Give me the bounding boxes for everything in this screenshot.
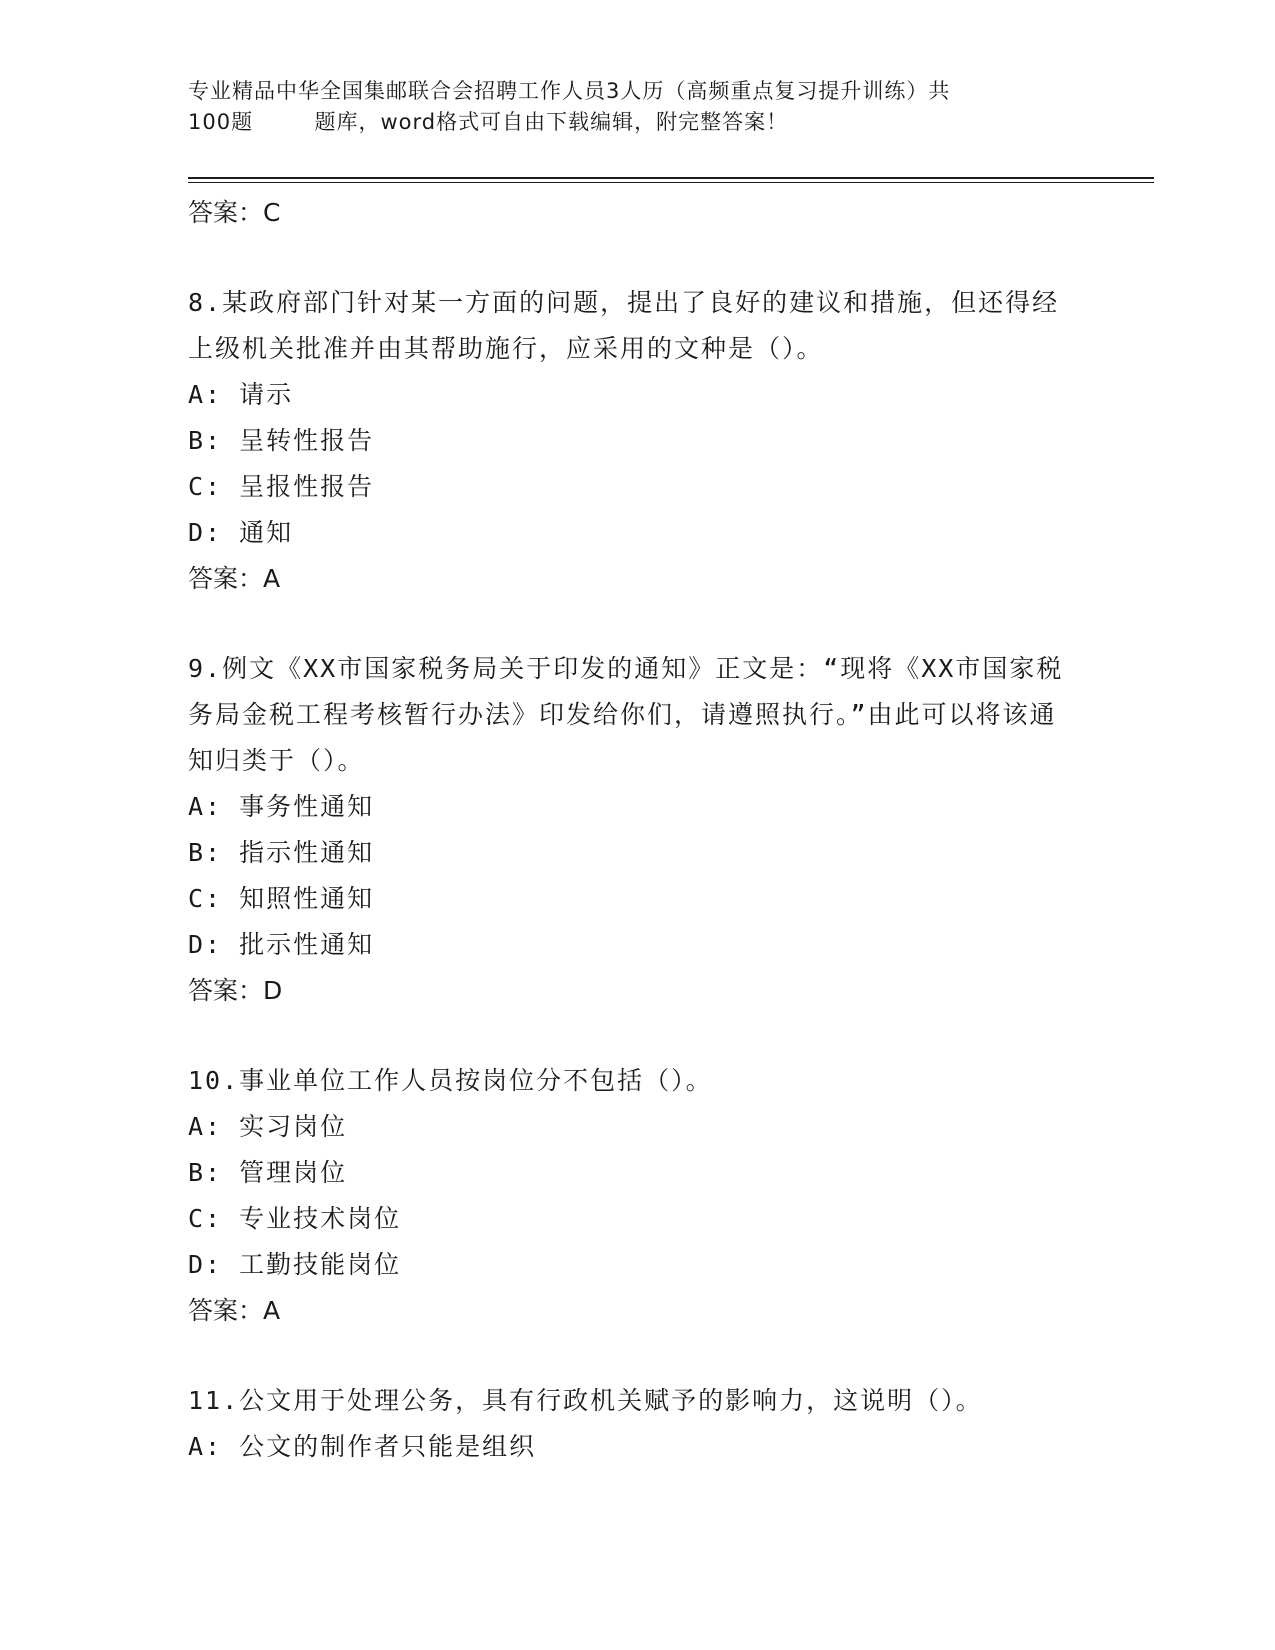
option-d: D: 批示性通知 — [188, 930, 375, 959]
question-text: 10.事业单位工作人员按岗位分不包括（）。 — [188, 1066, 713, 1095]
option-b: B: 指示性通知 — [188, 838, 375, 867]
page-header — [188, 76, 1068, 138]
answer-line: 答案：A — [188, 1296, 281, 1325]
question-text: 9.例文《XX市国家税务局关于印发的通知》正文是：“现将《XX市国家税务局金税工程考核暂行办法》印发给你们，请遵照执行。”由此可以将该通知归类于（）。 — [188, 654, 1064, 775]
option-d: D: 工勤技能岗位 — [188, 1250, 402, 1279]
option-d: D: 通知 — [188, 518, 294, 547]
option-b: B: 呈转性报告 — [188, 426, 375, 455]
option-c: C: 呈报性报告 — [188, 472, 375, 501]
question-text: 8.某政府部门针对某一方面的问题，提出了良好的建议和措施，但还得经上级机关批准并由其帮助施行，应采用的文种是（）。 — [188, 288, 1060, 363]
option-c: C: 知照性通知 — [188, 884, 375, 913]
question-block — [188, 646, 1088, 1014]
header-line-2: 100题 题库，word格式可自由下载编辑，附完整答案！ — [188, 110, 789, 134]
option-b: B: 管理岗位 — [188, 1158, 348, 1187]
option-a: A: 公文的制作者只能是组织 — [188, 1432, 537, 1461]
answer-line: 答案：C — [188, 198, 281, 227]
question-block — [188, 1058, 1088, 1334]
question-block — [188, 1378, 1088, 1470]
option-c: C: 专业技术岗位 — [188, 1204, 402, 1233]
option-a: A: 事务性通知 — [188, 792, 375, 821]
answer-line: 答案：D — [188, 976, 283, 1005]
question-block — [188, 280, 1088, 602]
option-a: A: 请示 — [188, 380, 294, 409]
answer-line: 答案：A — [188, 564, 281, 593]
option-a: A: 实习岗位 — [188, 1112, 348, 1141]
header-rule-thin — [188, 182, 1154, 183]
header-rule — [188, 177, 1154, 179]
question-text: 11.公文用于处理公务，具有行政机关赋予的影响力，这说明（）。 — [188, 1386, 983, 1415]
question-list — [188, 190, 1088, 1470]
header-line-1: 专业精品中华全国集邮联合会招聘工作人员3人历（高频重点复习提升训练）共 — [188, 79, 951, 103]
